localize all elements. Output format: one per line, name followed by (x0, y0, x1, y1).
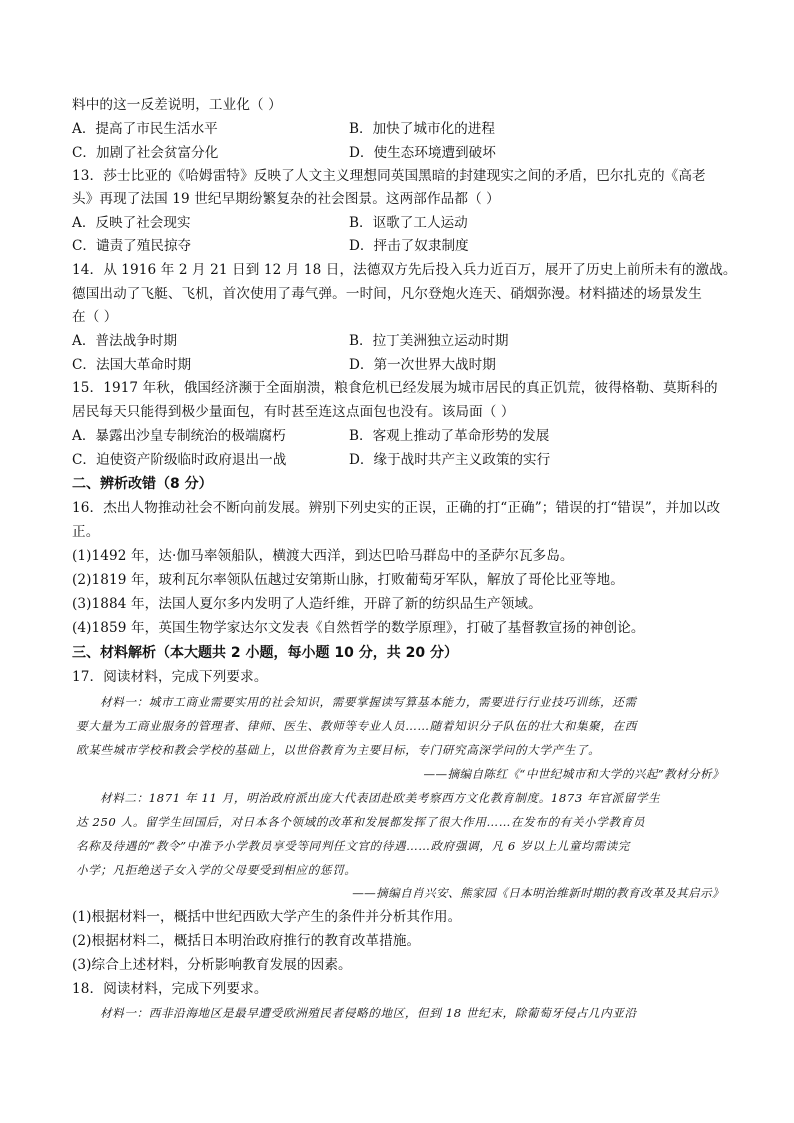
q17-material1-line3: 欧某些城市学校和教会学校的基础上，以世俗教育为主要目标，专门研究高深学问的大学产生了。 (76, 743, 601, 757)
q13-option-d: D．抨击了奴隶制度 (349, 238, 469, 254)
q14-option-c: C．法国大革命时期 (72, 357, 192, 373)
q17-material2-line2: 达 250 人。留学生回国后，对日本各个领域的改革和发展都发挥了很大作用……在发布的有关小学教育员 (76, 815, 646, 829)
q17-material2-line1: 材料二：1871 年 11 月，明治政府派出庞大代表团赴欧美考察西方文化教育制度。1873 年官派留学生 (100, 791, 661, 805)
q16-stem-line2: 正。 (72, 524, 100, 540)
q15-option-d: D．缘于战时共产主义政策的实行 (349, 452, 551, 468)
q17-requirement-3: (3)综合上述材料，分析影响教育发展的因素。 (72, 957, 352, 973)
q14-stem-line2: 德国出动了飞艇、飞机，首次使用了毒气弹。一时间，凡尔登炮火连天、硝烟弥漫。材料描述的场景发生 (72, 286, 702, 302)
q17-requirement-2: (2)根据材料二，概括日本明治政府推行的教育改革措施。 (72, 933, 421, 949)
q14-option-b: B．拉丁美洲独立运动时期 (349, 333, 509, 349)
q16-item-1: (1)1492 年，达·伽马率领船队，横渡大西洋，到达巴哈马群岛中的圣萨尔瓦多岛。 (72, 548, 574, 564)
q15-option-c: C．迫使资产阶级临时政府退出一战 (72, 452, 287, 468)
q18-material1-line1: 材料一：西非沿海地区是最早遭受欧洲殖民者侵略的地区，但到 18 世纪末，除葡萄牙侵占几内亚沿 (100, 1006, 637, 1020)
q12-option-d: D．使生态环境遭到破坏 (349, 145, 496, 161)
q13-option-b: B．讴歌了工人运动 (349, 215, 468, 231)
q13-option-a: A．反映了社会现实 (72, 215, 191, 231)
q16-item-2: (2)1819 年，玻利瓦尔率领队伍越过安第斯山脉，打败葡萄牙军队，解放了哥伦比亚等地。 (72, 572, 624, 588)
q17-material1-line2: 要大量为工商业服务的管理者、律师、医生、教师等专业人员……随着知识分子队伍的壮大和集聚，在西 (76, 719, 637, 733)
q17-material2-source: ——摘编自肖兴安、熊家园《日本明治维新时期的教育改革及其启示》 (352, 886, 724, 900)
q14-stem-line3: 在（ ） (72, 309, 118, 325)
q17-material2-line4: 小学；凡拒绝送子女入学的父母要受到相应的惩罚。 (76, 863, 357, 877)
q17-material1-source: ——摘编自陈红《“中世纪城市和大学的兴起”教材分析》 (423, 767, 724, 781)
q14-option-a: A．普法战争时期 (72, 333, 177, 349)
q12-option-c: C．加剧了社会贫富分化 (72, 145, 219, 161)
q13-option-c: C．谴责了殖民掠夺 (72, 238, 192, 254)
q14-stem-line1: 14．从 1916 年 2 月 21 日到 12 月 18 日，法德双方先后投入兵力近百万，展开了历史上前所未有的激战。 (72, 262, 737, 278)
section-2-title: 二、辨析改错（8 分） (72, 476, 213, 492)
q14-option-d: D．第一次世界大战时期 (349, 357, 496, 373)
q15-option-a: A．暴露出沙皇专制统治的极端腐朽 (72, 428, 286, 444)
q15-stem-line1: 15．1917 年秋，俄国经济濒于全面崩溃，粮食危机已经发展为城市居民的真正饥荒，彼得格勒、莫斯科的 (72, 380, 718, 396)
q13-stem-line2: 头》再现了法国 19 世纪早期纷繁复杂的社会图景。这两部作品都（ ） (72, 191, 500, 207)
q16-stem-line1: 16．杰出人物推动社会不断向前发展。辨别下列史实的正误，正确的打“正确”；错误的打“错误”，并加以改 (72, 500, 721, 516)
q12-stem-tail: 料中的这一反差说明，工业化（ ） (72, 97, 282, 113)
section-3-title: 三、材料解析（本大题共 2 小题，每小题 10 分，共 20 分） (72, 645, 458, 661)
q16-item-4: (4)1859 年，英国生物学家达尔文发表《自然哲学的数学原理》，打破了基督教宣扬的神创论。 (72, 620, 645, 636)
q15-stem-line2: 居民每天只能得到极少量面包，有时甚至连这点面包也没有。该局面（ ） (72, 404, 515, 420)
q13-stem-line1: 13．莎士比亚的《哈姆雷特》反映了人文主义理想同英国黑暗的封建现实之间的矛盾，巴尔扎克的《高老 (72, 168, 706, 184)
q17-requirement-1: (1)根据材料一，概括中世纪西欧大学产生的条件并分析其作用。 (72, 909, 462, 925)
q17-intro: 17．阅读材料，完成下列要求。 (72, 669, 268, 685)
q17-material2-line3: 名称及待遇的“教令”中准予小学教员享受等同判任文官的待遇……政府强调，凡 6 岁以上儿童均需读完 (76, 839, 630, 853)
q17-material1-line1: 材料一：城市工商业需要实用的社会知识，需要掌握读写算基本能力，需要进行行业技巧训练，还需 (100, 695, 637, 709)
q18-intro: 18．阅读材料，完成下列要求。 (72, 981, 268, 997)
q12-option-a: A．提高了市民生活水平 (72, 121, 218, 137)
q15-option-b: B．客观上推动了革命形势的发展 (349, 428, 550, 444)
q16-item-3: (3)1884 年，法国人夏尔多内发明了人造纤维，开辟了新的纺织品生产领域。 (72, 596, 542, 612)
q12-option-b: B．加快了城市化的进程 (349, 121, 495, 137)
